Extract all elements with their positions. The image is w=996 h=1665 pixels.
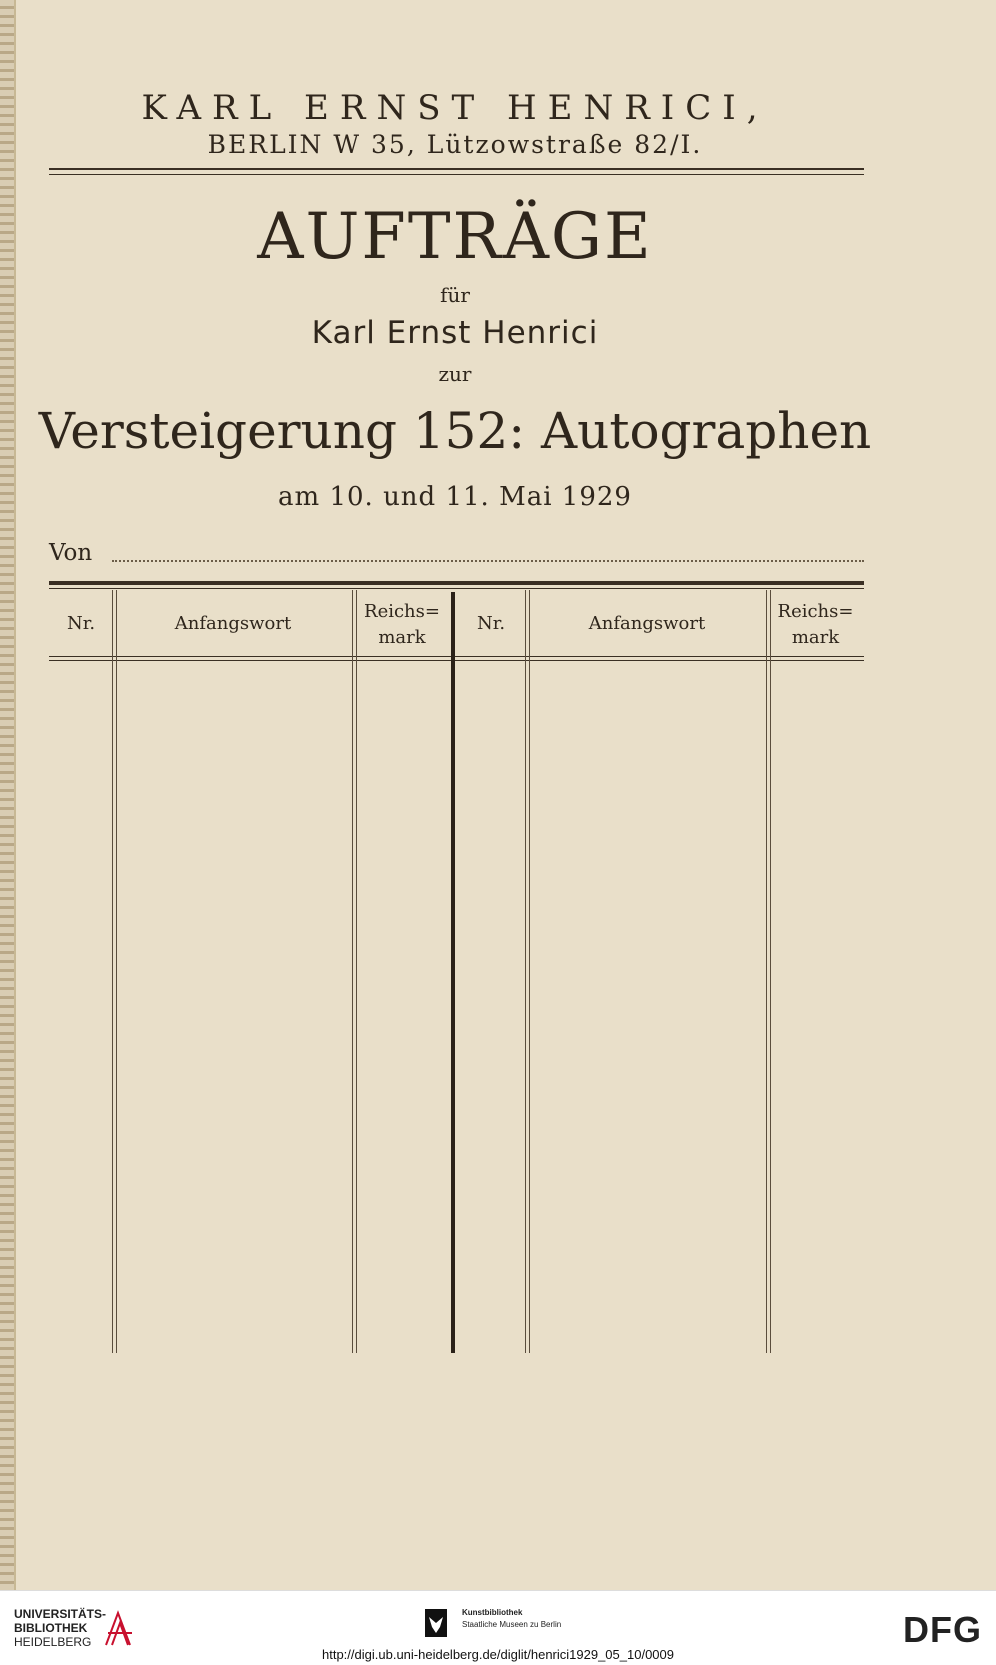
firm-name: KARL ERNST HENRICI, (141, 88, 769, 128)
table-rule-thin (49, 588, 864, 589)
footer-bar (0, 1590, 996, 1665)
ub-mark-icon (102, 1609, 136, 1649)
recipient-name: Karl Ernst Henrici (311, 315, 599, 351)
from-input-line[interactable] (112, 560, 864, 562)
kb-line-1: Kunstbibliothek (462, 1608, 523, 1617)
column-line (352, 590, 353, 1353)
header-reichsmark-left-1: Reichs= (364, 601, 440, 622)
ub-line-3: HEIDELBERG (14, 1635, 92, 1649)
header-row-rule-1 (49, 656, 864, 657)
document-title: AUFTRÄGE (257, 200, 653, 274)
kunstbibliothek-logo[interactable] (462, 1607, 561, 1631)
table-rule-thick (49, 581, 864, 585)
firm-address: BERLIN W 35, Lützowstraße 82/I. (207, 130, 703, 159)
auction-title: Versteigerung 152: Autographen (38, 402, 872, 460)
header-row-rule-2 (49, 660, 864, 661)
header-reichsmark-right-1: Reichs= (777, 601, 854, 622)
dfg-logo[interactable]: DFG (903, 1609, 982, 1650)
header-anfangswort-left: Anfangswort (174, 613, 292, 634)
column-line (112, 590, 113, 1353)
source-url[interactable]: http://digi.ub.uni-heidelberg.de/diglit/henrici1929_05_10/0009 (322, 1647, 674, 1662)
from-label: Von (49, 540, 93, 566)
header-nr-right: Nr. (476, 613, 506, 634)
header-nr-left: Nr. (66, 613, 96, 634)
header-reichsmark-left-2: mark (378, 627, 426, 648)
column-line (529, 590, 530, 1353)
header-rule-top (49, 168, 864, 170)
ub-heidelberg-logo[interactable] (14, 1607, 106, 1649)
column-line (116, 590, 117, 1353)
header-reichsmark-right-2: mark (791, 627, 840, 648)
center-divider (451, 592, 455, 1353)
column-line (356, 590, 357, 1353)
column-line (766, 590, 767, 1353)
auction-date: am 10. und 11. Mai 1929 (278, 482, 632, 512)
ub-line-1: UNIVERSITÄTS- (14, 1607, 107, 1621)
for-label: für (440, 283, 470, 307)
ub-line-2: BIBLIOTHEK (14, 1621, 88, 1635)
column-line (770, 590, 771, 1353)
eagle-icon (425, 1609, 447, 1637)
to-label: zur (438, 362, 472, 386)
header-anfangswort-right: Anfangswort (588, 613, 706, 634)
column-line (525, 590, 526, 1353)
header-rule-bottom (49, 174, 864, 175)
kb-line-2: Staatliche Museen zu Berlin (462, 1620, 562, 1629)
